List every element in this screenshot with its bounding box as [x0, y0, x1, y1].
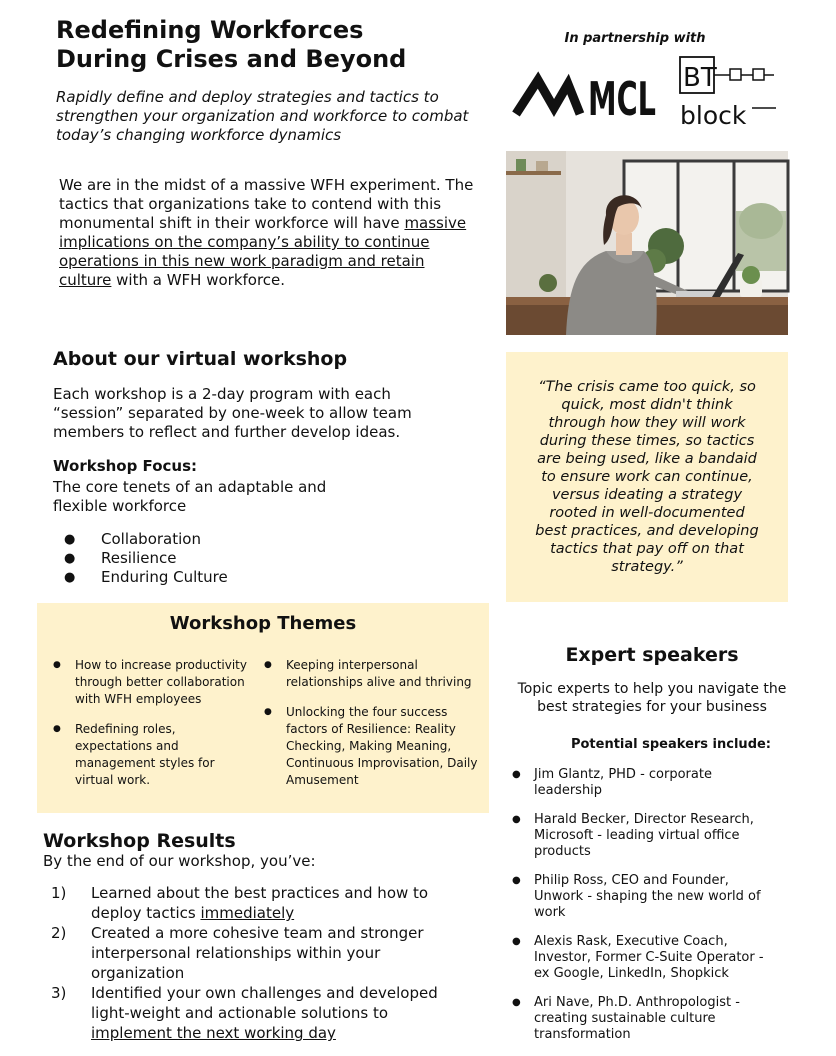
intro-paragraph: [59, 176, 479, 290]
results-intro: By the end of our workshop, you’ve:: [43, 852, 316, 870]
results-list: [51, 883, 451, 1043]
speaker-item: ● Ari Nave, Ph.D. Anthropologist - creating sustainable culture transformation: [512, 995, 782, 1043]
themes-column-2: [264, 657, 489, 802]
about-heading: About our virtual workshop: [53, 348, 348, 370]
experts-description: Topic experts to help you navigate the best strategies for your business: [517, 681, 787, 715]
btblock-logo-bt: BT: [683, 63, 717, 93]
result-underlined-text: immediately: [200, 904, 295, 922]
workspace-photo: [506, 151, 788, 335]
mcl-logo-text: MCL: [588, 72, 656, 126]
result-text: Created a more cohesive team and stronger interpersonal relationships within your organization: [91, 924, 424, 982]
btblock-logo-block: block: [680, 101, 747, 130]
result-item: [51, 883, 451, 923]
intro-text-1: We are in the midst of a massive WFH experiment. The tactics that organizations take to contend with this monumental shift in their workforce will have: [59, 176, 474, 232]
theme-item: ● How to increase productivity through better collaboration with WFH employees: [53, 657, 253, 708]
theme-item: ● Unlocking the four success factors of Resilience: Reality Checking, Making Meaning, Continuous Improvisation, Daily Amusement: [264, 704, 489, 789]
partnership-label: In partnership with: [564, 31, 706, 46]
focus-item-resilience: ● Resilience: [64, 549, 228, 568]
subtitle: Rapidly define and deploy strategies and tactics to strengthen your organization and workforce to combat today’s changing workforce dynamics: [56, 88, 469, 144]
result-number: 2): [51, 924, 67, 942]
mcl-logo: [510, 70, 660, 126]
focus-heading: Workshop Focus:: [53, 457, 198, 475]
title-line-1: Redefining Workforces: [56, 16, 364, 44]
quote-text: “The crisis came too quick, so quick, most didn't think through how they will work during these times, so tactics are being used, like a bandaid to ensure work can continue, versus ideating a strategy rooted in well-documented best practices, and developing tactics that pay off on that strategy.”: [535, 379, 759, 575]
result-text: Identified your own challenges and developed light-weight and actionable solutions to: [91, 984, 438, 1022]
page-title: [56, 16, 496, 74]
results-heading: Workshop Results: [43, 830, 236, 852]
title-line-2: During Crises and Beyond: [56, 45, 407, 73]
result-underlined-text: implement the next working day: [91, 1024, 336, 1042]
focus-text: The core tenets of an adaptable and flexible workforce: [53, 478, 327, 515]
themes-heading: Workshop Themes: [169, 613, 357, 634]
result-number: 3): [51, 984, 67, 1002]
speaker-item: ● Philip Ross, CEO and Founder, Unwork - shaping the new world of work: [512, 873, 782, 921]
potential-speakers-label: Potential speakers include:: [570, 737, 772, 752]
focus-item-enduring-culture: ● Enduring Culture: [64, 568, 228, 587]
intro-text-2: with a WFH workforce.: [111, 271, 286, 289]
result-item: [51, 923, 451, 983]
speaker-item: ● Alexis Rask, Executive Coach, Investor, Former C-Suite Operator - ex Google, LinkedIn, Shopkick: [512, 934, 782, 982]
about-paragraph: Each workshop is a 2-day program with each “session” separated by one-week to allow team members to reflect and further develop ideas.: [53, 385, 412, 441]
theme-item: ● Keeping interpersonal relationships alive and thriving: [264, 657, 489, 691]
result-number: 1): [51, 884, 67, 902]
quote-box: [506, 352, 788, 602]
experts-heading: Expert speakers: [565, 644, 739, 666]
result-text: Learned about the best practices and how to deploy tactics: [91, 884, 429, 922]
theme-item: ● Redefining roles, expectations and management styles for virtual work.: [53, 721, 253, 789]
btblock-logo: [678, 55, 778, 130]
intro-underlined-text: massive implications on the company’s ability to continue operations in this new work paradigm and retain culture: [59, 214, 467, 289]
result-item: [51, 983, 451, 1043]
focus-list: [64, 530, 228, 587]
speaker-item: ● Jim Glantz, PHD - corporate leadership: [512, 767, 782, 799]
themes-column-1: [53, 657, 253, 802]
focus-item-collaboration: ● Collaboration: [64, 530, 228, 549]
speakers-list: [512, 767, 782, 1056]
speaker-item: ● Harald Becker, Director Research, Microsoft - leading virtual office products: [512, 812, 782, 860]
themes-box: [37, 603, 489, 813]
